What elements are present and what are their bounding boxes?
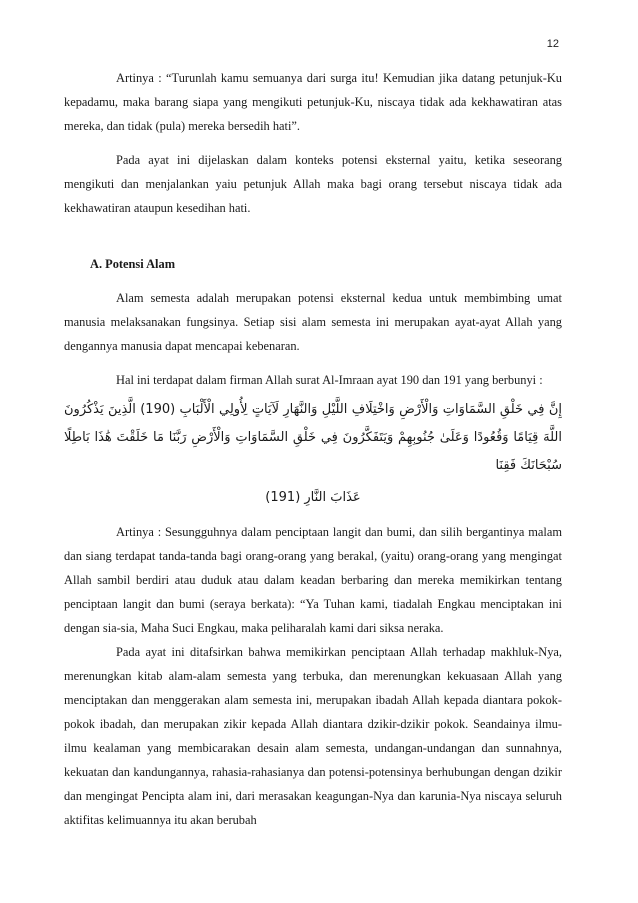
section-heading: A. Potensi Alam [90, 257, 176, 271]
document-body [64, 66, 562, 832]
paragraph-tafsir: Pada ayat ini ditafsirkan bahwa memikirkan penciptaan Allah terhadap makhluk-Nya, merenungkan kitab alam-alam semesta yang terbuka, dan merenungkan kekuasaan Allah yang menciptakan dan menggerakan alam semesta ini, merupakan ibadah Allah kepada diantara pokok-pokok ibadah, dan merupakan zikir kepada Allah diantara dzikir-dzikir pokok. Seandainya ilmu-ilmu kealaman yang membicarakan desain alam semesta, undangan-undangan dan sunnahnya, kekuatan dan kandungannya, rahasia-rahasianya dan potensi-potensinya berhubungan dengan dzikir dan mengingat Pencipta alam ini, dari merasakan keagungan-Nya dan karunia-Nya niscaya seluruh aktifitas kelimuannya itu akan berubah [64, 645, 562, 827]
paragraph-explanation-1: Pada ayat ini dijelaskan dalam konteks potensi eksternal yaitu, ketika seseorang mengikuti dan menjalankan yaiu petunjuk Allah maka bagi orang tersebut niscaya tidak ada kekhawatiran ataupun kesedihan hati. [64, 153, 562, 215]
paragraph-surah-intro: Hal ini terdapat dalam firman Allah surat Al-Imraan ayat 190 dan 191 yang berbunyi : [116, 373, 543, 387]
paragraph-alam-semesta: Alam semesta adalah merupakan potensi eksternal kedua untuk membimbing umat manusia melaksanakan fungsinya. Setiap sisi alam semesta ini merupakan ayat-ayat Allah yang dengannya manusia dapat mencapai kebenaran. [64, 291, 562, 353]
arabic-verse: إِنَّ فِي خَلْقِ السَّمَاوَاتِ وَالْأَرْضِ وَاخْتِلَافِ اللَّيْلِ وَالنَّهَارِ لَآيَاتٍ لِأُولِي الْأَلْبَابِ (190) الَّذِينَ يَذْكُرُونَ اللَّهَ قِيَامًا وَقُعُودًا وَعَلَىٰ جُنُوبِهِمْ وَيَتَفَكَّرُونَ فِي خَلْقِ السَّمَاوَاتِ وَالْأَرْضِ رَبَّنَا مَا خَلَقْتَ هَٰذَا بَاطِلًا سُبْحَانَكَ فَقِنَا [64, 402, 562, 473]
paragraph-translation-2: Artinya : Sesungguhnya dalam penciptaan langit dan bumi, dan silih bergantinya malam dan siang terdapat tanda-tanda bagi orang-orang yang berakal, (yaitu) orang-orang yang mengingat Allah sambil berdiri atau duduk atau dalam keadan berbaring dan mereka memikirkan tentang penciptaan langit dan bumi (seraya berkata): “Ya Tuhan kami, tiadalah Engkau menciptakan ini dengan sia-sia, Maha Suci Engkau, maka peliharalah kami dari siksa neraka. [64, 525, 562, 635]
page-number: 12 [546, 38, 559, 50]
paragraph-translation-1: Artinya : “Turunlah kamu semuanya dari surga itu! Kemudian jika datang petunjuk-Ku kepadamu, maka barang siapa yang mengikuti petunjuk-Ku, niscaya tidak ada kekhawatiran atas mereka, dan tidak (pula) mereka bersedih hati”. [64, 71, 562, 133]
arabic-verse-end: عَذَابَ النَّارِ (191) [265, 490, 361, 505]
